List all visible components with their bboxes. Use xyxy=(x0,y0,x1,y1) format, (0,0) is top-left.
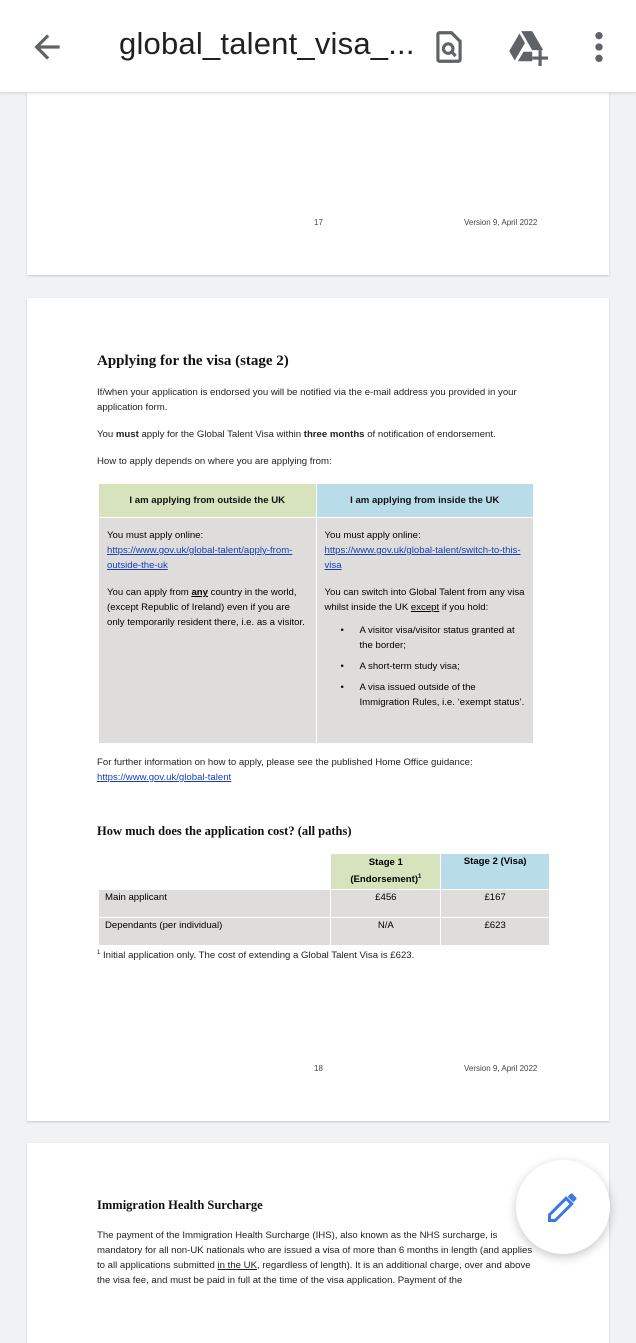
text: You can apply from xyxy=(107,587,192,598)
link-global-talent[interactable]: https://www.gov.uk/global-talent xyxy=(97,772,232,783)
table-row xyxy=(99,918,550,946)
empty-cell xyxy=(99,854,331,890)
cell-inside-uk xyxy=(316,518,534,744)
footnote xyxy=(97,946,414,963)
stage2-cost: £167 xyxy=(441,890,550,918)
page-number: 17 xyxy=(314,218,323,227)
text: You can switch into Global Talent from any visa whilst inside the UK xyxy=(324,587,525,613)
section-heading: Immigration Health Surcharge xyxy=(97,1198,263,1212)
text-emphasis: in the UK xyxy=(217,1260,257,1271)
text: You must apply online: xyxy=(107,530,204,541)
text: apply for the Global Talent Visa within xyxy=(138,429,304,440)
text-emphasis: any xyxy=(191,587,208,598)
document-title: global_talent_visa_... xyxy=(119,26,415,61)
pdf-page-18 xyxy=(27,298,609,1121)
apply-location-table xyxy=(98,483,534,744)
row-label: Dependants (per individual) xyxy=(99,918,331,946)
header-inside-uk: I am applying from inside the UK xyxy=(316,484,534,518)
version-label: Version 9, April 2022 xyxy=(464,1064,538,1073)
text-bold: three months xyxy=(303,429,365,440)
cost-heading: How much does the application cost? (all paths) xyxy=(97,824,352,838)
page-number: 18 xyxy=(314,1064,323,1073)
stage1-cost: £456 xyxy=(331,890,441,918)
pdf-page-17 xyxy=(27,80,609,275)
list-item: • A visa issued outside of the Immigration Rules, i.e. ‘exempt status’. xyxy=(325,680,526,710)
text: country in the world, (except Republic of Ireland) even if you are only temporarily resident there, i.e. as a visitor. xyxy=(107,587,305,628)
back-arrow-icon[interactable] xyxy=(28,28,66,66)
stage2-cost: £623 xyxy=(441,918,550,946)
paragraph-must-apply xyxy=(97,427,547,442)
text: (Endorsement) xyxy=(350,874,419,886)
section-heading: Applying for the visa (stage 2) xyxy=(97,353,289,369)
header-outside-uk: I am applying from outside the UK xyxy=(99,484,317,518)
link-switch-visa[interactable]: https://www.gov.uk/global-talent/switch-to-this-visa xyxy=(324,545,521,571)
text: You must apply online: xyxy=(324,530,421,541)
more-vert-icon[interactable] xyxy=(588,30,610,64)
cost-table xyxy=(98,853,550,946)
text: Stage 1 xyxy=(368,857,403,868)
table-row xyxy=(99,890,550,918)
exception-list xyxy=(325,623,526,710)
header-stage2: Stage 2 (Visa) xyxy=(441,854,550,890)
pdf-page-19 xyxy=(27,1143,609,1343)
add-to-drive-icon[interactable] xyxy=(508,28,550,66)
text: You xyxy=(97,429,116,440)
app-bar xyxy=(0,0,636,93)
version-label: Version 9, April 2022 xyxy=(464,218,538,227)
text: , regardless of length). It is an additional charge, over and above the visa fee, and must be paid in full at the time of the visa application. Payment of the xyxy=(97,1260,531,1286)
row-label: Main applicant xyxy=(99,890,331,918)
footnote-marker: 1 xyxy=(418,874,422,880)
paragraph-ihs xyxy=(97,1228,537,1288)
text: if you hold: xyxy=(439,602,489,613)
stage1-cost: N/A xyxy=(331,918,441,946)
text xyxy=(325,585,526,615)
text: of notification of endorsement. xyxy=(364,429,496,440)
text-emphasis: except xyxy=(410,602,440,613)
paragraph-further-info xyxy=(97,755,547,785)
edit-button[interactable] xyxy=(516,1160,610,1254)
footnote-marker: 1 xyxy=(97,950,101,956)
paragraph-endorsed: If/when your application is endorsed you will be notified via the e-mail address you provided in your application form. xyxy=(97,387,517,413)
text: The payment of the Immigration Health Surcharge (IHS), also known as the NHS surcharge, is mandatory for all non-UK nationals who are issued a visa of more than 6 months in length (and applies to all applications submitted xyxy=(97,1230,533,1271)
list-item: • A visitor visa/visitor status granted at the border; xyxy=(325,623,526,653)
text-bold: must xyxy=(115,429,139,440)
cell-outside-uk xyxy=(99,518,317,744)
paragraph-how-to-apply: How to apply depends on where you are applying from: xyxy=(97,456,332,467)
link-apply-outside[interactable]: https://www.gov.uk/global-talent/apply-from-outside-the-uk xyxy=(107,545,293,571)
edit-pencil-icon xyxy=(545,1189,581,1225)
text: Initial application only. The cost of extending a Global Talent Visa is £623. xyxy=(100,950,415,962)
text: For further information on how to apply, please see the published Home Office guidance: xyxy=(97,757,473,768)
text xyxy=(107,585,308,630)
list-item: • A short-term study visa; xyxy=(325,659,526,674)
find-in-page-icon[interactable] xyxy=(430,28,468,66)
header-stage1 xyxy=(331,854,441,890)
